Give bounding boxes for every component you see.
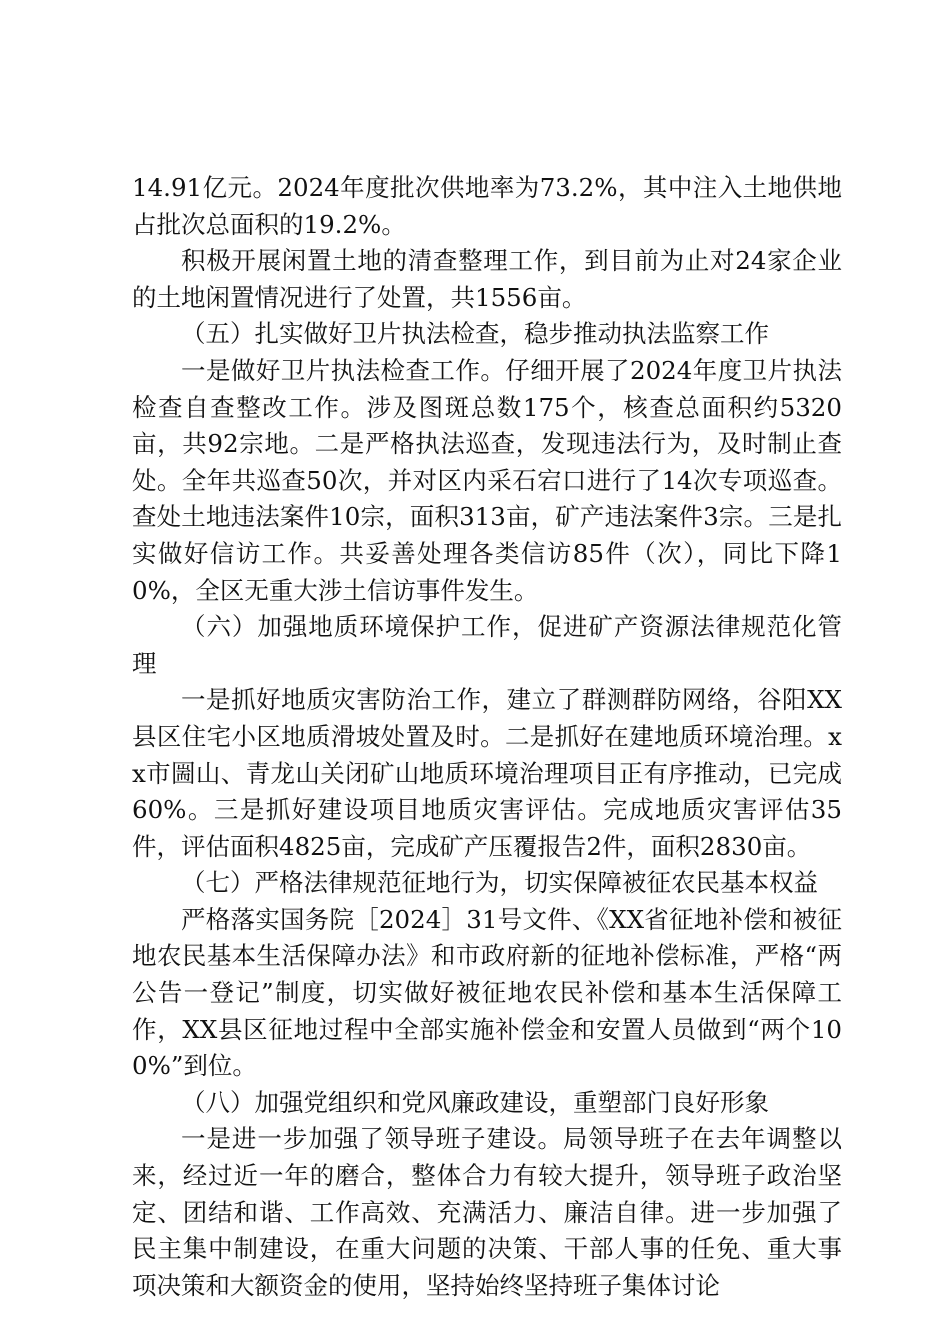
paragraph-geology: 一是抓好地质灾害防治工作，建立了群测群防网络，谷阳XX县区住宅小区地质滑坡处置及时。二是抓好在建地质环境治理。xx市圌山、青龙山关闭矿山地质环境治理项目正有序推动，已完成60%。三是抓好建设项目地质灾害评估。完成地质灾害评估35件，评估面积4825亩，完成矿产压覆报告2件，面积2830亩。 xyxy=(132,685,842,861)
section-heading-6: （六）加强地质环境保护工作，促进矿产资源法律规范化管理 xyxy=(132,612,842,678)
paragraph-enforcement: 一是做好卫片执法检查工作。仔细开展了2024年度卫片执法检查自查整改工作。涉及图斑总数175个，核查总面积约5320亩，共92宗地。二是严格执法巡查，发现违法行为，及时制止查处。全年共巡查50次，并对区内采石宕口进行了14次专项巡查。查处土地违法案件10宗，面积313亩，矿产违法案件3宗。三是扎实做好信访工作。共妥善处理各类信访85件（次），同比下降10%，全区无重大涉土信访事件发生。 xyxy=(132,355,842,605)
section-heading-7: （七）严格法律规范征地行为，切实保障被征农民基本权益 xyxy=(181,868,818,898)
paragraph-party-building: 一是进一步加强了领导班子建设。局领导班子在去年调整以来，经过近一年的磨合，整体合力有较大提升，领导班子政治坚定、团结和谐、工作高效、充满活力、廉洁自律。进一步加强了民主集中制建设，在重大问题的决策、干部人事的任免、重大事项决策和大额资金的使用，坚持始终坚持班子集体讨论 xyxy=(132,1124,842,1300)
section-heading-8: （八）加强党组织和党风廉政建设，重塑部门良好形象 xyxy=(181,1087,769,1117)
paragraph-idle-land: 积极开展闲置土地的清查整理工作，到目前为止对24家企业的土地闲置情况进行了处置，共1556亩。 xyxy=(132,246,842,312)
document-body xyxy=(132,170,842,1304)
paragraph-supply-rate: 14.91亿元。2024年度批次供地率为73.2%，其中注入土地供地占批次总面积的19.2%。 xyxy=(132,173,842,239)
paragraph-land-acquisition: 严格落实国务院［2024］31号文件、《XX省征地补偿和被征地农民基本生活保障办法》和市政府新的征地补偿标准，严格“两公告一登记”制度，切实做好被征地农民补偿和基本生活保障工作，XX县区征地过程中全部实施补偿金和安置人员做到“两个100%”到位。 xyxy=(132,904,842,1081)
section-heading-5: （五）扎实做好卫片执法检查，稳步推动执法监察工作 xyxy=(181,319,769,349)
